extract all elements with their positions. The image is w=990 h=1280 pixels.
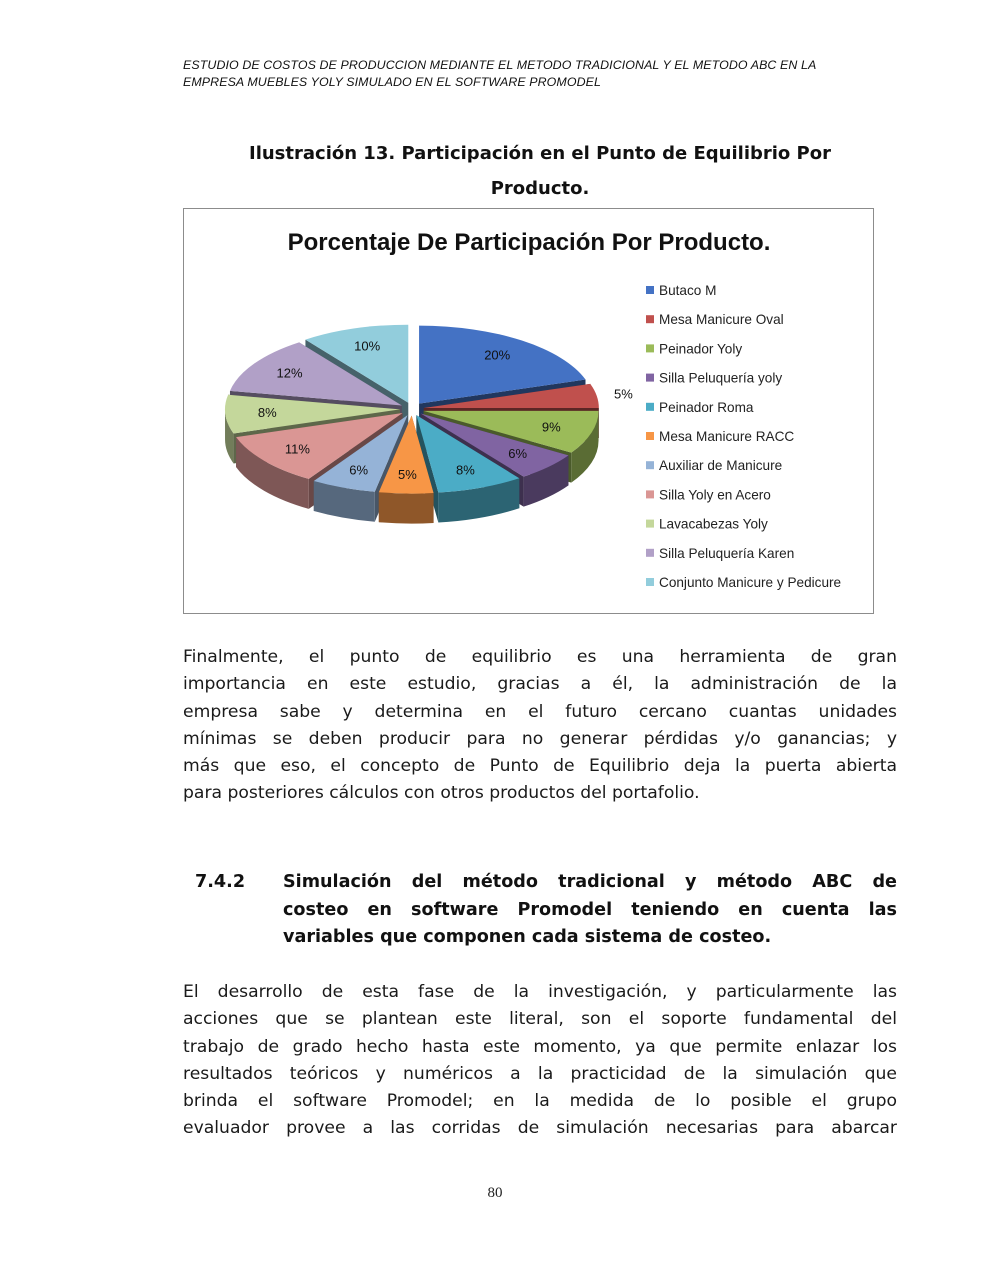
pie-data-label: 6% <box>349 462 369 478</box>
page-number: 80 <box>487 1185 503 1201</box>
legend-swatch <box>646 286 654 294</box>
legend-label: Mesa Manicure RACC <box>659 429 795 444</box>
legend-swatch <box>646 374 654 382</box>
pie-data-label: 8% <box>257 405 277 421</box>
pie-slice-side-mesa-manicure-racc <box>379 492 434 523</box>
legend-swatch <box>646 520 654 528</box>
legend-swatch <box>646 578 654 586</box>
legend-label: Silla Peluquería Karen <box>659 545 795 561</box>
pie-data-label: 12% <box>276 365 303 381</box>
legend-label: Conjunto Manicure y Pedicure <box>659 575 842 590</box>
paragraph-line: evaluador provee a las corridas de simulación necesarias para abarcar <box>183 1118 897 1139</box>
pie-data-label: 5% <box>398 466 417 482</box>
paragraph-line: empresa sabe y determina en el futuro cercano cuantas unidades <box>183 701 897 722</box>
paragraph-line: trabajo de grado hecho hasta este momento, ya que permite enlazar los <box>183 1036 897 1057</box>
pie-data-label: 10% <box>354 338 381 354</box>
paragraph-line: brinda el software Promodel; en la medida de lo posible el grupo <box>183 1091 897 1112</box>
legend-label: Lavacabezas Yoly <box>659 516 768 532</box>
paragraph-line: acciones que se plantean este literal, son el soporte fundamental del <box>183 1009 897 1030</box>
legend-swatch <box>646 403 654 411</box>
legend-label: Auxiliar de Manicure <box>659 458 783 474</box>
section-title-line: variables que componen cada sistema de costeo. <box>283 927 772 947</box>
paragraph-line: para posteriores cálculos con otros productos del portafolio. <box>183 783 700 804</box>
section-title <box>283 869 897 952</box>
legend-swatch <box>646 490 654 498</box>
paragraph-line: mínimas se deben producir para no generar pérdidas y/o ganancias; y <box>183 728 897 749</box>
paragraph-line: resultados teóricos y numéricos a la practicidad de la simulación que <box>183 1063 897 1084</box>
paragraph-break-even <box>183 644 897 808</box>
chart-legend <box>646 283 841 590</box>
running-header <box>183 57 883 91</box>
paragraph-simulation <box>183 979 897 1143</box>
legend-label: Peinador Roma <box>659 399 754 415</box>
legend-swatch <box>646 344 654 352</box>
paragraph-line: más que eso, el concepto de Punto de Equilibrio deja la puerta abierta <box>183 756 897 777</box>
pie-data-label: 8% <box>455 462 475 478</box>
paragraph-line: importancia en este estudio, gracias a él, la administración de la <box>183 674 897 695</box>
legend-label: Mesa Manicure Oval <box>659 312 784 328</box>
paragraph-line: Finalmente, el punto de equilibrio es una herramienta de gran <box>183 647 897 667</box>
legend-label: Silla Yoly en Acero <box>659 487 771 503</box>
section-title-line: costeo en software Promodel teniendo en cuenta las <box>283 899 897 920</box>
running-header-line-1: ESTUDIO DE COSTOS DE PRODUCCION MEDIANTE EL METODO TRADICIONAL Y EL METODO ABC EN LA <box>183 58 817 72</box>
figure-caption-line-1: Ilustración 13. Participación en el Punto de Equilibrio Por <box>249 143 831 164</box>
pie-data-label: 6% <box>508 446 528 462</box>
legend-swatch <box>646 461 654 469</box>
pie-data-label: 9% <box>541 419 561 435</box>
paragraph-line: El desarrollo de esta fase de la investigación, y particularmente las <box>183 982 897 1002</box>
legend-label: Peinador Yoly <box>659 341 743 357</box>
chart-title: Porcentaje De Participación Por Producto. <box>287 229 771 256</box>
legend-label: Silla Peluquería yoly <box>659 370 783 386</box>
section-number: 7.4.2 <box>195 872 246 892</box>
legend-swatch <box>646 315 654 323</box>
pie-chart-frame <box>183 208 874 614</box>
section-title-line: Simulación del método tradicional y método ABC de <box>283 872 897 892</box>
figure-caption-line-2: Producto. <box>490 178 590 199</box>
figure-caption <box>183 136 897 206</box>
legend-label: Butaco M <box>659 283 717 298</box>
pie-data-label: 5% <box>614 386 633 402</box>
running-header-line-2: EMPRESA MUEBLES YOLY SIMULADO EN EL SOFTWARE PROMODEL <box>183 75 601 89</box>
pie-data-label: 20% <box>484 347 511 363</box>
pie-chart <box>184 209 873 613</box>
legend-swatch <box>646 549 654 557</box>
pie-data-label: 11% <box>284 441 310 457</box>
legend-swatch <box>646 432 654 440</box>
